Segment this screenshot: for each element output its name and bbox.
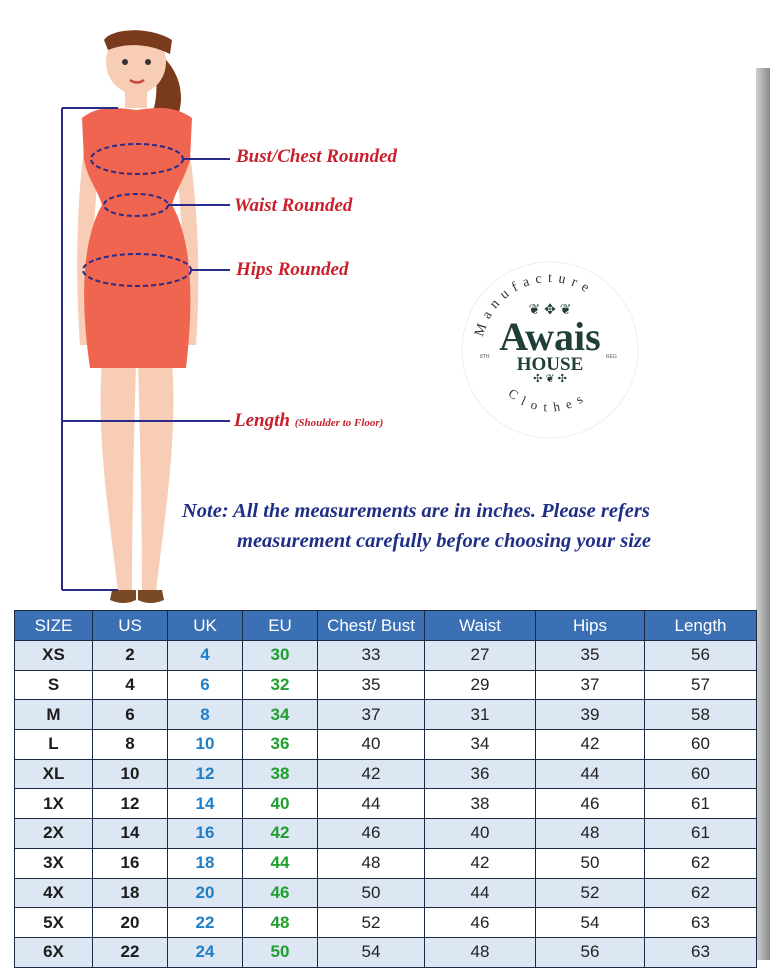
cell-size: 3X [15, 848, 93, 878]
table-row [15, 641, 757, 671]
header-size: SIZE [15, 611, 93, 641]
cell-waist: 42 [425, 848, 536, 878]
cell-eu: 38 [243, 759, 318, 789]
cell-eu: 48 [243, 908, 318, 938]
cell-hips: 46 [536, 789, 645, 819]
cell-uk: 10 [168, 730, 243, 760]
cell-length: 57 [645, 670, 757, 700]
header-hips: Hips [536, 611, 645, 641]
size-chart-table [14, 610, 757, 968]
cell-eu: 30 [243, 641, 318, 671]
cell-size: S [15, 670, 93, 700]
cell-waist: 34 [425, 730, 536, 760]
cell-size: L [15, 730, 93, 760]
cell-hips: 44 [536, 759, 645, 789]
cell-us: 2 [93, 641, 168, 671]
cell-length: 62 [645, 848, 757, 878]
cell-hips: 35 [536, 641, 645, 671]
table-row [15, 730, 757, 760]
cell-hips: 39 [536, 700, 645, 730]
cell-hips: 37 [536, 670, 645, 700]
cell-uk: 16 [168, 819, 243, 849]
logo-brand-text: Awais [499, 314, 601, 359]
cell-hips: 42 [536, 730, 645, 760]
cell-uk: 14 [168, 789, 243, 819]
header-length: Length [645, 611, 757, 641]
cell-eu: 34 [243, 700, 318, 730]
cell-waist: 38 [425, 789, 536, 819]
cell-chest: 50 [318, 878, 425, 908]
cell-waist: 27 [425, 641, 536, 671]
table-row [15, 700, 757, 730]
cell-hips: 54 [536, 908, 645, 938]
page-shadow-edge [756, 68, 770, 960]
cell-waist: 44 [425, 878, 536, 908]
length-label-text: Length [234, 410, 290, 431]
cell-length: 61 [645, 819, 757, 849]
cell-chest: 48 [318, 848, 425, 878]
cell-waist: 31 [425, 700, 536, 730]
table-row [15, 848, 757, 878]
cell-eu: 40 [243, 789, 318, 819]
cell-length: 63 [645, 908, 757, 938]
cell-us: 6 [93, 700, 168, 730]
bust-label: Bust/Chest Rounded [236, 146, 398, 167]
cell-size: XL [15, 759, 93, 789]
cell-uk: 8 [168, 700, 243, 730]
waist-label: Waist Rounded [234, 195, 353, 216]
cell-us: 22 [93, 937, 168, 967]
header-us: US [93, 611, 168, 641]
cell-chest: 40 [318, 730, 425, 760]
cell-length: 63 [645, 937, 757, 967]
cell-uk: 12 [168, 759, 243, 789]
table-row [15, 878, 757, 908]
cell-eu: 50 [243, 937, 318, 967]
cell-hips: 56 [536, 937, 645, 967]
length-label [234, 410, 383, 432]
table-row [15, 759, 757, 789]
cell-chest: 54 [318, 937, 425, 967]
cell-size: 6X [15, 937, 93, 967]
cell-eu: 42 [243, 819, 318, 849]
cell-chest: 37 [318, 700, 425, 730]
cell-us: 20 [93, 908, 168, 938]
cell-size: M [15, 700, 93, 730]
cell-uk: 4 [168, 641, 243, 671]
table-row [15, 670, 757, 700]
cell-uk: 18 [168, 848, 243, 878]
cell-waist: 40 [425, 819, 536, 849]
cell-size: 5X [15, 908, 93, 938]
cell-us: 12 [93, 789, 168, 819]
cell-uk: 6 [168, 670, 243, 700]
cell-chest: 44 [318, 789, 425, 819]
cell-length: 56 [645, 641, 757, 671]
cell-hips: 48 [536, 819, 645, 849]
table-row [15, 789, 757, 819]
cell-chest: 33 [318, 641, 425, 671]
cell-uk: 22 [168, 908, 243, 938]
cell-eu: 44 [243, 848, 318, 878]
cell-size: 4X [15, 878, 93, 908]
note-line-1: Note: All the measurements are in inches. Please refers [182, 500, 650, 522]
logo-right-tag: REG [606, 354, 617, 360]
logo-top-arc-text: Manufacture [472, 270, 597, 339]
header-eu: EU [243, 611, 318, 641]
cell-eu: 36 [243, 730, 318, 760]
ornament-icon: ❦ ✥ ❦ [528, 301, 572, 317]
cell-eu: 32 [243, 670, 318, 700]
cell-length: 60 [645, 730, 757, 760]
header-uk: UK [168, 611, 243, 641]
table-row [15, 819, 757, 849]
length-label-note: (Shoulder to Floor) [294, 417, 384, 429]
table-header-row [15, 611, 757, 641]
cell-us: 8 [93, 730, 168, 760]
header-chest: Chest/ Bust [318, 611, 425, 641]
cell-us: 14 [93, 819, 168, 849]
cell-us: 18 [93, 878, 168, 908]
cell-waist: 48 [425, 937, 536, 967]
cell-size: 1X [15, 789, 93, 819]
cell-uk: 20 [168, 878, 243, 908]
cell-hips: 52 [536, 878, 645, 908]
cell-chest: 35 [318, 670, 425, 700]
cell-length: 58 [645, 700, 757, 730]
cell-chest: 42 [318, 759, 425, 789]
cell-waist: 46 [425, 908, 536, 938]
cell-hips: 50 [536, 848, 645, 878]
cell-length: 62 [645, 878, 757, 908]
cell-uk: 24 [168, 937, 243, 967]
cell-waist: 29 [425, 670, 536, 700]
cell-size: XS [15, 641, 93, 671]
table-row [15, 937, 757, 967]
cell-chest: 46 [318, 819, 425, 849]
ornament-bottom-icon: ✣ ❦ ✣ [533, 373, 567, 385]
logo-sub-text: HOUSE [516, 354, 584, 375]
cell-us: 10 [93, 759, 168, 789]
logo-bottom-arc-text: Clothes [505, 385, 592, 415]
logo-left-tag: 8TH [480, 354, 490, 360]
note-line-2: measurement carefully before choosing your size [237, 530, 651, 552]
table-row [15, 908, 757, 938]
hips-label: Hips Rounded [236, 259, 349, 280]
cell-waist: 36 [425, 759, 536, 789]
cell-length: 61 [645, 789, 757, 819]
cell-us: 16 [93, 848, 168, 878]
header-waist: Waist [425, 611, 536, 641]
cell-size: 2X [15, 819, 93, 849]
awais-house-logo [460, 258, 640, 438]
cell-eu: 46 [243, 878, 318, 908]
cell-chest: 52 [318, 908, 425, 938]
cell-length: 60 [645, 759, 757, 789]
cell-us: 4 [93, 670, 168, 700]
